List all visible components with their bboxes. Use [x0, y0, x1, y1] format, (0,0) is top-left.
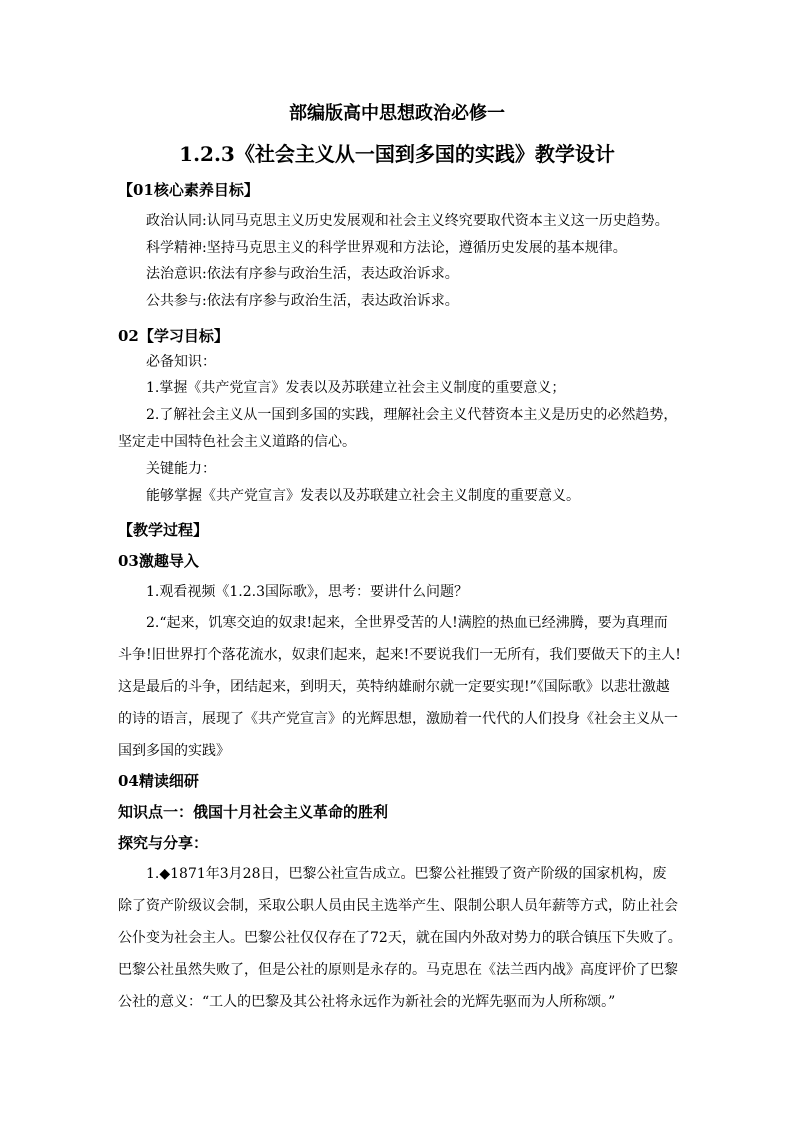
goal-scientific-spirit: 科学精神:坚持马克思主义的科学世界观和方法论，遵循历史发展的基本规律。 [146, 240, 627, 256]
ability-text: 能够掌握《共产党宣言》发表以及苏联建立社会主义制度的重要意义。 [146, 488, 580, 504]
knowledge-item-1: 1.掌握《共产党宣言》发表以及苏联建立社会主义制度的重要意义； [146, 380, 566, 396]
intro-item-2-line4: 的诗的语言，展现了《共产党宣言》的光辉思想，激励着一代代的人们投身《社会主义从一 [118, 711, 678, 727]
knowledge-label: 必备知识： [146, 354, 216, 370]
intro-item-2-line1: 2.“起来，饥寒交迫的奴隶!起来，全世界受苦的人!满腔的热血已经沸腾，要为真理而 [146, 615, 668, 631]
section2-heading: 02【学习目标】 [118, 327, 229, 345]
section3-heading: 03激趣导入 [118, 552, 199, 570]
intro-item-2-line3: 这是最后的斗争，团结起来，到明天，英特纳雄耐尔就一定要实现!”《国际歌》以悲壮激越 [118, 679, 670, 695]
ability-label: 关键能力： [146, 461, 216, 477]
knowledge-item-2-line2: 坚定走中国特色社会主义道路的信心。 [118, 434, 356, 450]
paris-commune-line1: 1.◆1871年3月28日，巴黎公社宣告成立。巴黎公社摧毁了资产阶级的国家机构，废 [146, 866, 667, 882]
doc-title-lesson: 1.2.3《社会主义从一国到多国的实践》教学设计 [179, 142, 615, 166]
intro-item-2-line2: 斗争!旧世界打个落花流水，奴隶们起来，起来!不要说我们一无所有，我们要做天下的主人! [118, 647, 681, 663]
paris-commune-line3: 公仆变为社会主人。巴黎公社仅仅存在了72天，就在国内外敌对势力的联合镇压下失败了。 [118, 930, 682, 946]
goal-public-participation: 公共参与:依法有序参与政治生活，表达政治诉求。 [146, 293, 459, 309]
paris-commune-line2: 除了资产阶级议会制，采取公职人员由民主选举产生、限制公职人员年薪等方式，防止社会 [118, 898, 678, 914]
intro-item-2-line5: 国到多国的实践》 [118, 743, 230, 759]
goal-political-identity: 政治认同:认同马克思主义历史发展观和社会主义终究要取代资本主义这一历史趋势。 [146, 213, 669, 229]
knowledge-item-2-line1: 2.了解社会主义从一国到多国的实践，理解社会主义代替资本主义是历史的必然趋势， [146, 407, 678, 423]
section1-heading: 【01核心素养目标】 [118, 181, 259, 199]
paris-commune-line4: 巴黎公社虽然失败了，但是公社的原则是永存的。马克思在《法兰西内战》高度评价了巴黎 [118, 962, 678, 978]
section4-heading: 04精读细研 [118, 772, 199, 790]
explore-share-label: 探究与分享： [118, 834, 209, 852]
intro-item-1: 1.观看视频《1.2.3国际歌》，思考：要讲什么问题？ [146, 584, 468, 600]
doc-title-series: 部编版高中思想政治必修一 [289, 103, 505, 124]
goal-rule-of-law: 法治意识:依法有序参与政治生活，表达政治诉求。 [146, 266, 459, 282]
process-heading: 【教学过程】 [118, 521, 209, 539]
paris-commune-line5: 公社的意义：“工人的巴黎及其公社将永远作为新社会的光辉先驱而为人所称颂。” [118, 994, 616, 1010]
knowledge-point-1: 知识点一：俄国十月社会主义革命的胜利 [118, 803, 389, 821]
